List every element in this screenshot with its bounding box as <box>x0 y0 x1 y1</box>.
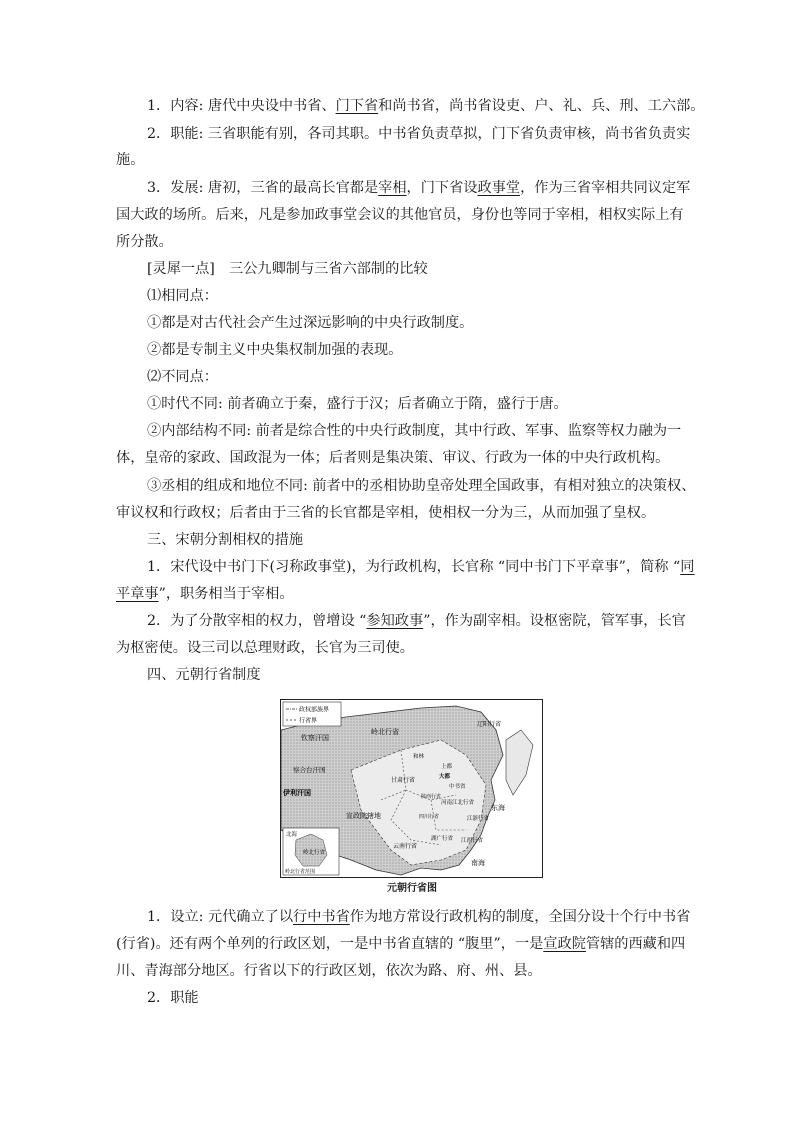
legend-label-province: 行省界 <box>299 717 318 725</box>
tip-same-2: ②都是专制主义中央集权制加强的表现。 <box>147 342 403 358</box>
label-beihai: 北海 <box>286 832 298 838</box>
label-ilkhanate: 伊利汗国 <box>283 789 311 797</box>
legend-label-regime: 政权部族界 <box>299 706 330 714</box>
text: 和尚书省，尚书省设吏、户、礼、兵、刑、工六部。 <box>378 98 705 114</box>
section3-item1-line1 <box>0 557 794 577</box>
underlined-term: 门下省 <box>335 98 379 114</box>
underlined-term: 宰相 <box>378 180 407 196</box>
section3-item2-line2: 为枢密使。设三司以总理财政，长官为三司使。 <box>116 640 414 656</box>
label-zhongshu: 中书省 <box>449 784 466 790</box>
label-nanhai: 南海 <box>471 859 485 867</box>
text: 2．为了分散宰相的权力，曾增设 “ <box>147 613 367 629</box>
section4-item1-line2 <box>0 934 794 954</box>
tip-same-1: ①都是对古代社会产生过深远影响的中央行政制度。 <box>147 315 474 331</box>
section2-item2-line2: 施。 <box>116 152 145 168</box>
underlined-term: 政事堂 <box>477 180 521 196</box>
label-inset-lingbei: 岭北行省 <box>303 850 326 856</box>
tip-diff-2-line2: 体，皇帝的家政、国政混为一体；后者则是集决策、审议、行政为一体的中央行政机构。 <box>116 450 670 466</box>
section4-item1-line3: 川、青海部分地区。行省以下的行政区划，依次为路、府、州、县。 <box>116 963 542 979</box>
label-donghai: 东海 <box>491 804 505 812</box>
label-kipchak: 钦察汗国 <box>301 734 329 742</box>
label-jiangzhe: 江浙行省 <box>467 816 490 822</box>
yuan-province-map <box>280 699 543 878</box>
map-caption: 元朝行省图 <box>387 883 437 894</box>
text: 1．内容: 唐代中央设中书省、 <box>147 98 336 114</box>
section2-item3-line3: 所分散。 <box>116 234 173 250</box>
section3-item1-line2 <box>0 584 794 604</box>
label-helin: 和林 <box>413 754 425 760</box>
label-sichuan: 四川行省 <box>419 814 440 820</box>
label-yunnan: 云南行省 <box>393 843 418 850</box>
text: 1．设立: 元代确立了以 <box>147 909 294 925</box>
text: 1．宋代设中书门下(习称政事堂)，为行政机构，长官称 “同中书门下平章事”，简称 “ <box>147 559 681 575</box>
section4-item1-line1 <box>0 907 794 927</box>
label-henan: 河南江北行省 <box>441 800 475 806</box>
label-huguang: 湖广行省 <box>431 836 454 842</box>
underlined-term: 同 <box>680 559 695 575</box>
text: ，作为三省宰相共同议定军 <box>520 180 691 196</box>
underlined-term: 行中书省 <box>293 909 350 925</box>
japan-shape <box>506 730 533 795</box>
text: (行省)。还有两个单列的行政区划，一是中书省直辖的 “腹里”，一是 <box>116 936 544 952</box>
section2-item3-line1 <box>0 178 794 198</box>
section2-item3-line2: 国大政的场所。后来，凡是参加政事堂会议的其他官员，身份也等同于宰相，相权实际上有 <box>116 207 684 223</box>
text: 3．发展: 唐初，三省的最高长官都是 <box>147 180 379 196</box>
text: 作为地方常设行政机构的制度，全国分设十个行中书省 <box>349 909 691 925</box>
tip-diff-3-line1: ③丞相的组成和地位不同: 前者中的丞相协助皇帝处理全国政事，有相对独立的决策权、 <box>147 478 696 494</box>
label-inset-range: 岭北行省范围 <box>285 869 316 875</box>
tip-diff-2-line1: ②内部结构不同: 前者是综合性的中央行政制度，其中行政、军事、监察等权力融为一 <box>147 423 682 439</box>
section2-item2-line1: 2．职能: 三省职能有别，各司其职。中书省负责草拟，门下省负责审核，尚书省负责实 <box>147 126 691 142</box>
map-graphic <box>281 700 542 877</box>
label-jiangxi: 江西行省 <box>461 838 484 844</box>
underlined-term: 参知政事 <box>366 613 424 629</box>
label-gansu: 甘肃行省 <box>391 777 416 784</box>
label-shangdu: 上都 <box>441 764 453 770</box>
label-dadu: 大都 <box>439 774 451 780</box>
section4-item2: 2．职能 <box>147 990 199 1006</box>
text: 管辖的西藏和四 <box>585 936 686 952</box>
tip-title: [灵犀一点] 三公九卿制与三省六部制的比较 <box>147 261 428 277</box>
text: ”，职务相当于宰相。 <box>158 586 294 602</box>
label-lingbei: 岭北行省 <box>371 728 399 736</box>
section2-item1 <box>0 96 794 116</box>
underlined-term: 平章事 <box>116 586 159 602</box>
label-shaanxi: 陕西行省 <box>421 794 442 800</box>
section4-heading: 四、元朝行省制度 <box>147 667 261 683</box>
text: ”，作为副宰相。设枢密院，管军事，长官 <box>423 613 686 629</box>
tip-diff-heading: ⑵不同点： <box>147 369 218 385</box>
section3-heading: 三、宋朝分割相权的措施 <box>147 532 304 548</box>
label-liaoyang: 辽阳行省 <box>477 721 502 728</box>
label-xuanzheng: 宣政院辖地 <box>346 812 381 820</box>
text: ，门下省设 <box>406 180 478 196</box>
label-chagatai: 察合台汗国 <box>293 766 326 774</box>
tip-same-heading: ⑴相同点： <box>147 288 218 304</box>
underlined-term: 宣政院 <box>543 936 586 952</box>
tip-diff-1: ①时代不同: 前者确立于秦，盛行于汉；后者确立于隋，盛行于唐。 <box>147 396 568 412</box>
section3-item2-line1 <box>0 611 794 631</box>
tip-diff-3-line2: 审议权和行政权；后者由于三省的长官都是宰相，使相权一分为三，从而加强了皇权。 <box>116 505 656 521</box>
